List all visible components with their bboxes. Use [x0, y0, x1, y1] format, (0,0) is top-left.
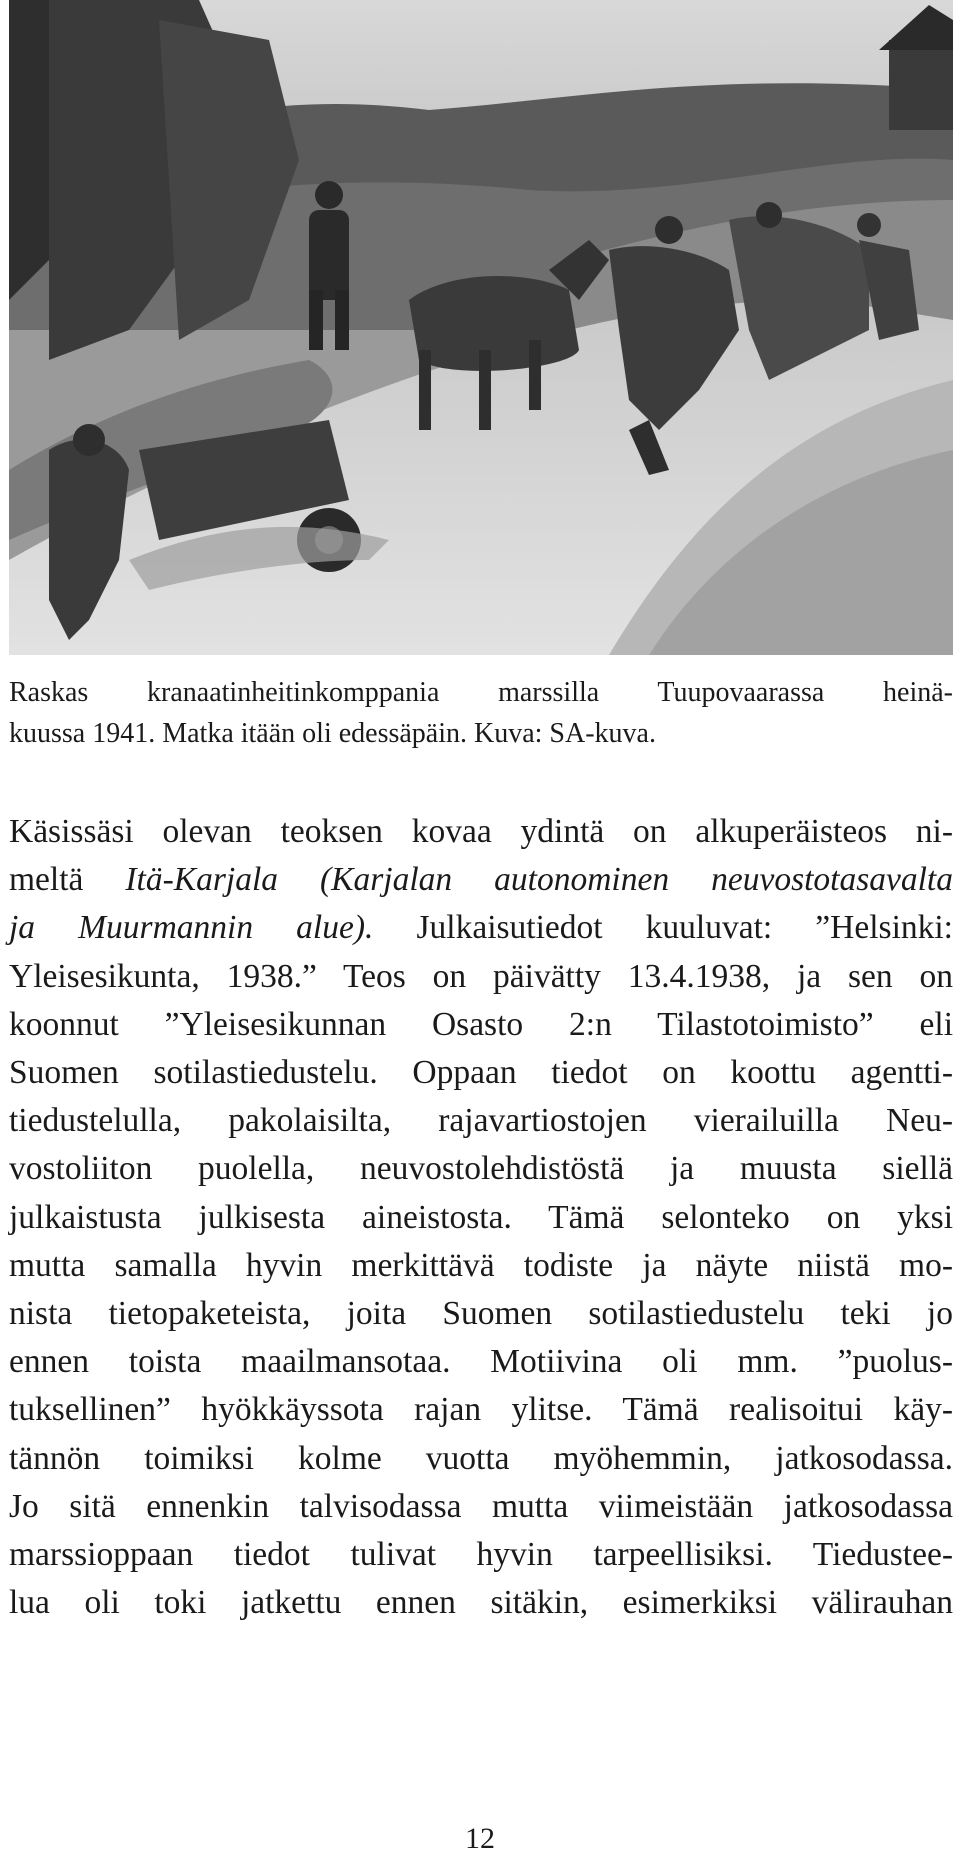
book-title-italic: ja Muurmannin alue). [9, 909, 374, 947]
body-line: Jo sitä ennenkin talvisodassa mutta viimeistään jatkosodassa [9, 1487, 953, 1525]
body-line: Suomen sotilastiedustelu. Oppaan tiedot on koottu agentti- [9, 1054, 953, 1092]
body-line: lua oli toki jatkettu ennen sitäkin, esimerkiksi välirauhan [9, 1584, 953, 1622]
body-line: tännön toimiksi kolme vuotta myöhemmin, jatkosodassa. [9, 1439, 953, 1477]
body-line: marssioppaan tiedot tulivat hyvin tarpeellisiksi. Tiedustee- [9, 1536, 953, 1574]
body-line [9, 856, 953, 904]
body-text-plain: Julkaisutiedot kuuluvat: ”Helsinki: [373, 909, 953, 947]
body-text-plain: meltä [9, 861, 126, 899]
page-number: 12 [465, 1822, 495, 1855]
body-paragraph [9, 808, 953, 1627]
body-line: nista tietopaketeista, joita Suomen sotilastiedustelu teki jo [9, 1295, 953, 1333]
book-title-italic: Itä-Karjala (Karjalan autonominen neuvostotasavalta [125, 861, 953, 899]
photo-illustration [9, 0, 953, 655]
body-line: Yleisesikunta, 1938.” Teos on päivätty 13.4.1938, ja sen on [9, 957, 953, 995]
caption-line-2: kuussa 1941. Matka itään oli edessäpäin. Kuva: SA-kuva. [9, 718, 656, 749]
body-line: vostoliiton puolella, neuvostolehdistöstä ja muusta siellä [9, 1150, 953, 1188]
body-line [9, 904, 953, 952]
body-line: julkaistusta julkisesta aineistosta. Tämä selonteko on yksi [9, 1198, 953, 1236]
body-line: ennen toista maailmansotaa. Motiivina oli mm. ”puolus- [9, 1343, 953, 1381]
body-line: mutta samalla hyvin merkittävä todiste ja näyte niistä mo- [9, 1246, 953, 1284]
photograph [9, 0, 953, 655]
body-line: tuksellinen” hyökkäyssota rajan ylitse. Tämä realisoitui käy- [9, 1391, 953, 1429]
photo-caption [9, 672, 953, 754]
body-line: tiedustelulla, pakolaisilta, rajavartiostojen vierailuilla Neu- [9, 1102, 953, 1140]
caption-line-1: Raskas kranaatinheitinkomppania marssilla Tuupovaarassa heinä- [9, 677, 953, 708]
body-line: Käsissäsi olevan teoksen kovaa ydintä on alkuperäisteos ni- [9, 813, 953, 850]
body-line: koonnut ”Yleisesikunnan Osasto 2:n Tilastotoimisto” eli [9, 1005, 953, 1043]
